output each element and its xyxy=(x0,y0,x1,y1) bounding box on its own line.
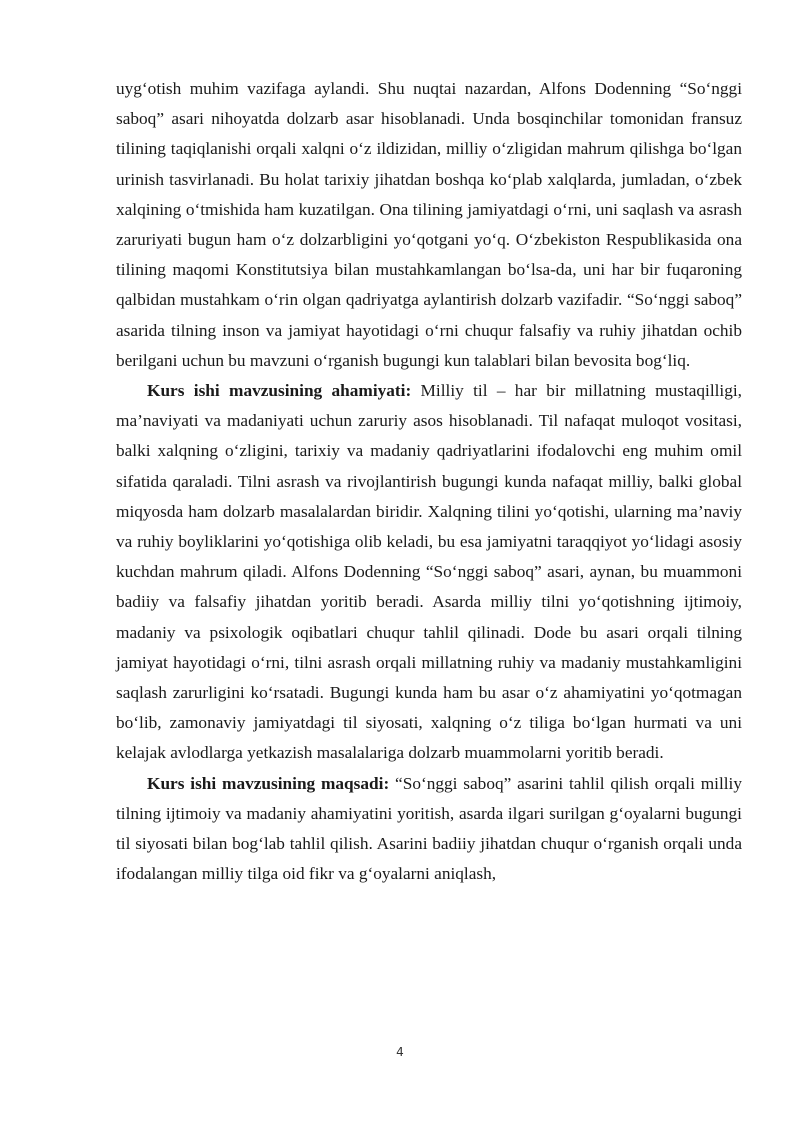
paragraph-text: uyg‘otish muhim vazifaga aylandi. Shu nuqtai nazardan, Alfons Dodenning “So‘nggi saboq” asari nihoyatda dolzarb asar hisoblanadi. Unda bosqinchilar tomonidan fransuz tilining taqiqlanishi orqali xalqni o‘z ildizidan, milliy o‘zligidan mahrum qilishga bo‘lgan urinish tasvirlanadi. Bu holat tarixiy jihatdan boshqa ko‘plab xalqlarda, jumladan, o‘zbek xalqining o‘tmishida ham kuzatilgan. Ona tilining jamiyatdagi o‘rni, uni saqlash va asrash zaruriyati bugun ham o‘z dolzarbligini yo‘qotgani yo‘q. O‘zbekiston Respublikasida ona tilining maqomi Konstitutsiya bilan mustahkamlangan bo‘lsa-da, uni har bir fuqaroning qalbidan mustahkam o‘rin olgan qadriyatga aylantirish dolzarb vazifadir. “So‘nggi saboq” asarida tilning inson va jamiyat hayotidagi o‘rni chuqur falsafiy va ruhiy jihatdan ochib berilgani uchun bu mavzuni o‘rganish bugungi kun talablari bilan bevosita bog‘liq. xyxy=(116,79,742,370)
paragraph-continuation xyxy=(116,74,742,376)
body-text xyxy=(116,74,742,889)
paragraph-heading: Kurs ishi mavzusining maqsadi: xyxy=(147,773,390,793)
paragraph-heading: Kurs ishi mavzusining ahamiyati: xyxy=(147,381,412,401)
paragraph-significance xyxy=(116,376,742,769)
page-number: 4 xyxy=(396,1045,404,1059)
paragraph-purpose xyxy=(116,769,742,890)
paragraph-text: “So‘nggi saboq” asarini tahlil qilish orqali milliy tilning ijtimoiy va madaniy ahamiyatini yoritish, asarda ilgari surilgan g‘oyalarni bugungi til siyosati bilan bog‘lab tahlil qilish. Asarini badiiy jihatdan chuqur o‘rganish orqali unda ifodalangan milliy tilga oid fikr va g‘oyalarni aniqlash, xyxy=(116,773,743,884)
paragraph-text: Milliy til – har bir millatning mustaqilligi, ma’naviyati va madaniyati uchun zaruriy asos hisoblanadi. Til nafaqat muloqot vositasi, balki xalqning o‘zligini, tarixiy va madaniy qadriyatlarini ifodalovchi eng muhim omil sifatida qaraladi. Tilni asrash va rivojlantirish bugungi kunda nafaqat milliy, balki global miqyosda ham dolzarb masalalardan biridir. Xalqning tilini yo‘qotishi, ularning ma’naviy va ruhiy boyliklarini yo‘qotishiga olib keladi, bu esa jamiyatni taraqqiyot yo‘lidagi asosiy kuchdan mahrum qiladi. Alfons Dodenning “So‘nggi saboq” asari, aynan, bu muammoni badiiy va falsafiy jihatdan yoritib beradi. Asarda milliy tilni yo‘qotishning ijtimoiy, madaniy va psixologik oqibatlari chuqur tahlil qilinadi. Dode bu asari orqali tilning jamiyat hayotidagi o‘rni, tilni asrash orqali millatning ruhiy va madaniy mustahkamligini saqlash zarurligini ko‘rsatadi. Bugungi kunda ham bu asar o‘z ahamiyatini yo‘qotmagan bo‘lib, zamonaviy jamiyatdagi til siyosati, xalqning o‘z tiliga bo‘lgan hurmati va uni kelajak avlodlarga yetkazish masalalariga dolzarb muammolarni yoritib beradi. xyxy=(116,381,742,763)
